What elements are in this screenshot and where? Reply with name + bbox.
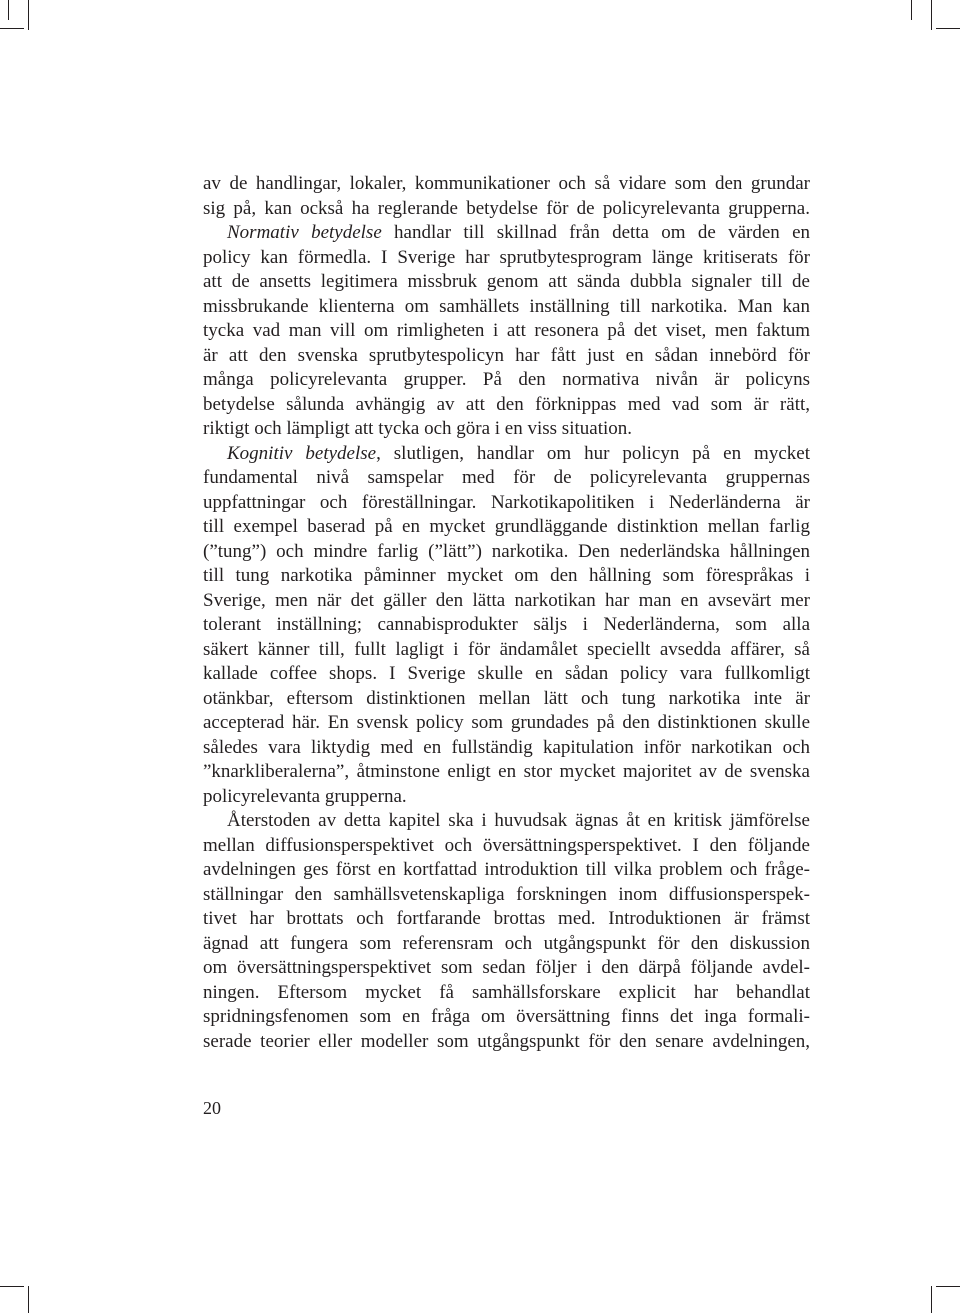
line-text: fundamental nivå samspelar med för de policyrelevanta gruppernas xyxy=(203,467,810,488)
line-text: , slutligen, handlar om hur policyn på en mycket xyxy=(376,442,810,464)
crop-mark-top-left-horizontal xyxy=(0,28,24,29)
line-text: Återstoden av detta kapitel ska i huvudsak ägnas åt en kritisk jämförelse xyxy=(227,810,810,831)
line-text: tolerant inställning; cannabisprodukter säljs i Nederländerna, som alla xyxy=(203,614,810,635)
text-line xyxy=(203,540,810,565)
text-line xyxy=(203,466,810,491)
text-line xyxy=(203,417,810,442)
text-line xyxy=(203,956,810,981)
line-text: om översättningsperspektivet som sedan följer i den därpå följande avdel- xyxy=(203,957,810,978)
text-line xyxy=(203,270,810,295)
line-text: ägnad att fungera som referensram och utgångspunkt för den diskussion xyxy=(203,932,810,954)
line-text: ”knarkliberalerna”, åtminstone enligt en stor mycket majoritet av de svenska xyxy=(203,761,810,782)
text-line xyxy=(203,515,810,540)
text-line xyxy=(203,687,810,712)
text-line xyxy=(203,172,810,197)
text-line xyxy=(203,613,810,638)
italic-term: Normativ betydelse xyxy=(227,222,382,243)
line-text: accepterad här. En svensk policy som grundades på den distinktionen skulle xyxy=(203,712,810,733)
line-text: tivet har brottats och fortfarande brottas med. Introduktionen är främst xyxy=(203,908,810,929)
line-text: riktigt och lämpligt att tycka och göra i en viss situation. xyxy=(203,418,633,439)
crop-mark-top-right-vertical-inner xyxy=(911,0,912,20)
text-line xyxy=(203,760,810,785)
body-text xyxy=(203,172,810,1054)
line-text: handlar till skillnad från detta om de värden en xyxy=(381,222,810,243)
text-line xyxy=(203,638,810,663)
line-text: mellan diffusionsperspektivet och översättningsperspektivet. I den följande xyxy=(203,834,810,856)
line-text: säkert känner till, fullt lagligt i för ändamålet speciellt avsedda affärer, så xyxy=(203,638,810,660)
crop-mark-bottom-right-horizontal xyxy=(936,1286,960,1287)
crop-mark-bottom-left-vertical xyxy=(28,1286,29,1313)
line-text: sig på, kan också ha reglerande betydelse för de policyrelevanta grupperna. xyxy=(203,197,810,219)
line-text: av de handlingar, lokaler, kommunikationer och så vidare som den grundar xyxy=(203,173,810,194)
text-line xyxy=(203,858,810,883)
text-line xyxy=(203,736,810,761)
text-line xyxy=(203,564,810,589)
line-text: således vara liktydig med en fullständig kapitulation inför narkotikan och xyxy=(203,736,810,758)
text-line xyxy=(203,246,810,271)
line-text: tycka vad man vill om rimligheten i att resonera på det viset, men faktum xyxy=(203,320,810,341)
crop-mark-bottom-right-vertical xyxy=(931,1286,932,1313)
text-line xyxy=(203,1005,810,1030)
page-number: 20 xyxy=(203,1098,221,1118)
crop-mark-bottom-left-horizontal xyxy=(0,1286,24,1287)
text-line xyxy=(203,442,810,467)
line-text: till exempel baserad på en mycket grundläggande distinktion mellan farlig xyxy=(203,516,810,537)
text-line xyxy=(203,221,810,246)
crop-mark-top-right-horizontal xyxy=(936,28,960,29)
line-text: är att den svenska sprutbytespolicyn har fått just en sådan innebörd för xyxy=(203,344,810,366)
text-line xyxy=(203,589,810,614)
text-line xyxy=(203,981,810,1006)
crop-mark-top-left-vertical-inner xyxy=(8,0,9,20)
text-line xyxy=(203,834,810,859)
crop-mark-top-left-vertical xyxy=(28,0,29,30)
line-text: spridningsfenomen som en fråga om översättning finns det inga formali- xyxy=(203,1006,810,1027)
line-text: (”tung”) och mindre farlig (”lätt”) narkotika. Den nederländska hållningen xyxy=(203,540,810,562)
text-line xyxy=(203,393,810,418)
line-text: betydelse sålunda avhängig av att den förknippas med vad som är rätt, xyxy=(203,393,810,415)
line-text: till tung narkotika påminner mycket om den hållning som förespråkas i xyxy=(203,565,810,586)
text-line xyxy=(203,907,810,932)
text-line xyxy=(203,368,810,393)
line-text: serade teorier eller modeller som utgångspunkt för den senare avdelningen, xyxy=(203,1030,810,1052)
text-line xyxy=(203,197,810,222)
line-text: missbrukande klienterna om samhällets inställning till narkotika. Man kan xyxy=(203,295,810,317)
text-line xyxy=(203,344,810,369)
text-line xyxy=(203,1030,810,1055)
text-line xyxy=(203,295,810,320)
text-line xyxy=(203,883,810,908)
text-line xyxy=(203,711,810,736)
line-text: ställningar den samhällsvetenskapliga forskningen inom diffusionsperspek- xyxy=(203,883,810,905)
line-text: kallade coffee shops. I Sverige skulle en sådan policy vara fullkomligt xyxy=(203,663,810,684)
italic-term: Kognitiv betydelse xyxy=(227,442,377,464)
line-text: policyrelevanta grupperna. xyxy=(203,785,407,807)
text-line xyxy=(203,785,810,810)
line-text: Sverige, men när det gäller den lätta narkotikan har man en avsevärt mer xyxy=(203,589,810,611)
line-text: policy kan förmedla. I Sverige har sprutbytesprogram länge kritiserats för xyxy=(203,246,810,268)
text-line xyxy=(203,932,810,957)
text-line xyxy=(203,491,810,516)
line-text: avdelningen ges först en kortfattad introduktion till vilka problem och fråge- xyxy=(203,859,810,880)
line-text: otänkbar, eftersom distinktionen mellan lätt och tung narkotika inte är xyxy=(203,687,810,709)
text-line xyxy=(203,809,810,834)
text-line xyxy=(203,662,810,687)
line-text: uppfattningar och föreställningar. Narkotikapolitiken i Nederländerna är xyxy=(203,491,810,513)
line-text: många policyrelevanta grupper. På den normativa nivån är policyns xyxy=(203,369,810,390)
line-text: ningen. Eftersom mycket få samhällsforskare explicit har behandlat xyxy=(203,981,810,1003)
crop-mark-top-right-vertical xyxy=(931,0,932,30)
text-line xyxy=(203,319,810,344)
line-text: att de ansetts legitimera missbruk genom att sända dubbla signaler till de xyxy=(203,271,810,292)
